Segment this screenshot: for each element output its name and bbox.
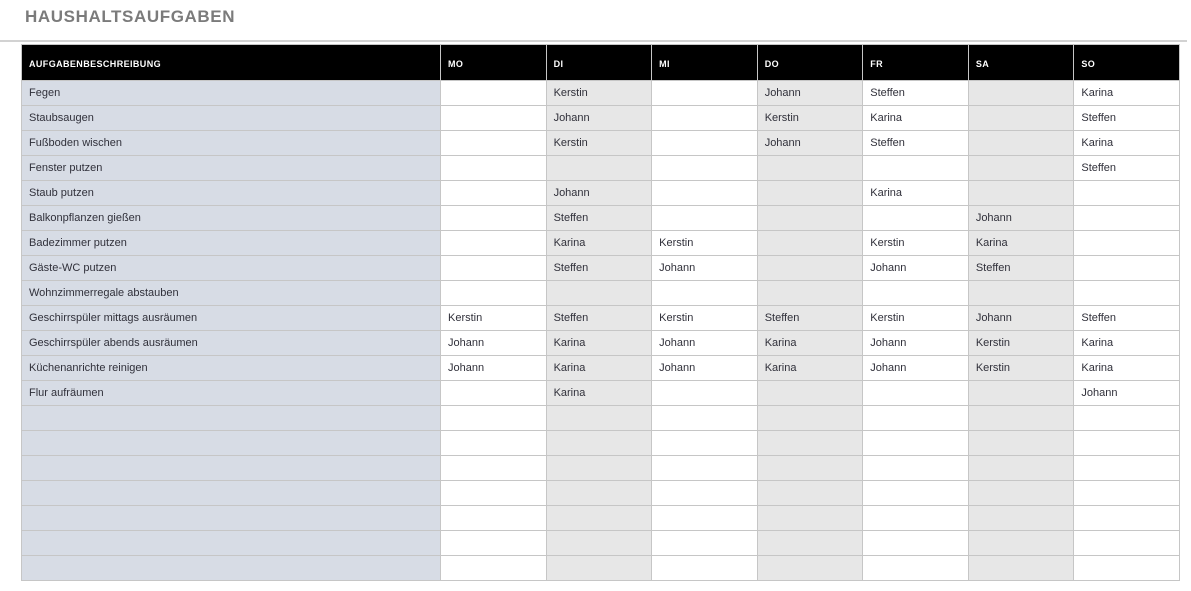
cell-mi[interactable]	[652, 131, 758, 156]
column-header-do: DO	[757, 45, 863, 81]
cell-sa[interactable]: Johann	[968, 306, 1074, 331]
cell-so[interactable]	[1074, 281, 1180, 306]
cell-so[interactable]: Steffen	[1074, 306, 1180, 331]
cell-fr[interactable]: Kerstin	[863, 231, 969, 256]
cell-mi[interactable]	[652, 81, 758, 106]
table-row	[22, 156, 1180, 181]
cell-fr[interactable]	[863, 431, 969, 456]
cell-mi[interactable]: Johann	[652, 331, 758, 356]
cell-so[interactable]	[1074, 556, 1180, 581]
cell-do[interactable]: Karina	[757, 331, 863, 356]
cell-fr[interactable]	[863, 481, 969, 506]
cell-mo[interactable]	[441, 131, 547, 156]
cell-sa[interactable]	[968, 506, 1074, 531]
cell-do[interactable]	[757, 181, 863, 206]
cell-mi[interactable]	[652, 106, 758, 131]
table-row	[22, 281, 1180, 306]
cell-sa[interactable]	[968, 481, 1074, 506]
cell-sa[interactable]	[968, 181, 1074, 206]
cell-mo[interactable]	[441, 106, 547, 131]
cell-fr[interactable]	[863, 381, 969, 406]
cell-sa[interactable]	[968, 456, 1074, 481]
cell-mi[interactable]	[652, 481, 758, 506]
cell-di[interactable]: Karina	[546, 381, 652, 406]
table-row	[22, 231, 1180, 256]
cell-fr[interactable]: Karina	[863, 106, 969, 131]
cell-do[interactable]	[757, 506, 863, 531]
cell-do[interactable]	[757, 431, 863, 456]
cell-do[interactable]: Steffen	[757, 306, 863, 331]
cell-fr[interactable]	[863, 531, 969, 556]
table-row	[22, 506, 1180, 531]
task-cell[interactable]	[22, 556, 441, 581]
task-cell[interactable]	[22, 456, 441, 481]
cell-di[interactable]: Karina	[546, 356, 652, 381]
cell-so[interactable]: Johann	[1074, 381, 1180, 406]
task-cell[interactable]: Geschirrspüler mittags ausräumen	[22, 306, 441, 331]
cell-mi[interactable]	[652, 506, 758, 531]
cell-di[interactable]	[546, 431, 652, 456]
cell-so[interactable]: Karina	[1074, 356, 1180, 381]
cell-do[interactable]	[757, 381, 863, 406]
cell-sa[interactable]	[968, 131, 1074, 156]
cell-mo[interactable]	[441, 531, 547, 556]
cell-so[interactable]	[1074, 431, 1180, 456]
cell-do[interactable]: Karina	[757, 356, 863, 381]
cell-sa[interactable]	[968, 106, 1074, 131]
cell-do[interactable]: Johann	[757, 131, 863, 156]
cell-sa[interactable]	[968, 281, 1074, 306]
cell-do[interactable]	[757, 406, 863, 431]
cell-fr[interactable]: Johann	[863, 356, 969, 381]
task-cell[interactable]	[22, 506, 441, 531]
cell-mo[interactable]	[441, 506, 547, 531]
table-row	[22, 556, 1180, 581]
table-row	[22, 356, 1180, 381]
cell-mo[interactable]: Johann	[441, 331, 547, 356]
column-header-mi: MI	[652, 45, 758, 81]
cell-mo[interactable]	[441, 406, 547, 431]
cell-mi[interactable]	[652, 206, 758, 231]
cell-mo[interactable]	[441, 431, 547, 456]
cell-do[interactable]	[757, 281, 863, 306]
table-header	[22, 45, 1180, 81]
cell-mi[interactable]	[652, 456, 758, 481]
cell-mo[interactable]: Johann	[441, 356, 547, 381]
cell-fr[interactable]	[863, 406, 969, 431]
cell-do[interactable]	[757, 231, 863, 256]
chore-table	[21, 44, 1180, 581]
cell-mi[interactable]	[652, 181, 758, 206]
cell-mo[interactable]	[441, 206, 547, 231]
cell-mo[interactable]: Kerstin	[441, 306, 547, 331]
cell-do[interactable]	[757, 256, 863, 281]
task-cell[interactable]: Badezimmer putzen	[22, 231, 441, 256]
cell-mi[interactable]: Kerstin	[652, 231, 758, 256]
cell-mi[interactable]: Kerstin	[652, 306, 758, 331]
cell-mo[interactable]	[441, 81, 547, 106]
cell-so[interactable]: Steffen	[1074, 156, 1180, 181]
table-row	[22, 331, 1180, 356]
table-row	[22, 306, 1180, 331]
column-header-sa: SA	[968, 45, 1074, 81]
cell-di[interactable]: Kerstin	[546, 81, 652, 106]
task-cell[interactable]	[22, 431, 441, 456]
cell-so[interactable]	[1074, 256, 1180, 281]
cell-so[interactable]: Karina	[1074, 81, 1180, 106]
cell-fr[interactable]: Kerstin	[863, 306, 969, 331]
cell-so[interactable]	[1074, 456, 1180, 481]
cell-mo[interactable]	[441, 381, 547, 406]
table-row	[22, 406, 1180, 431]
cell-sa[interactable]: Kerstin	[968, 356, 1074, 381]
cell-fr[interactable]: Steffen	[863, 81, 969, 106]
cell-di[interactable]	[546, 481, 652, 506]
cell-mi[interactable]	[652, 156, 758, 181]
cell-so[interactable]: Steffen	[1074, 106, 1180, 131]
table-row	[22, 456, 1180, 481]
cell-di[interactable]: Johann	[546, 181, 652, 206]
cell-mo[interactable]	[441, 481, 547, 506]
table-row	[22, 481, 1180, 506]
table-row	[22, 256, 1180, 281]
cell-mi[interactable]	[652, 406, 758, 431]
task-cell[interactable]: Balkonpflanzen gießen	[22, 206, 441, 231]
cell-fr[interactable]: Karina	[863, 181, 969, 206]
cell-mi[interactable]	[652, 381, 758, 406]
cell-so[interactable]	[1074, 481, 1180, 506]
cell-sa[interactable]: Steffen	[968, 256, 1074, 281]
cell-sa[interactable]	[968, 81, 1074, 106]
cell-do[interactable]: Kerstin	[757, 106, 863, 131]
table-row	[22, 181, 1180, 206]
cell-so[interactable]	[1074, 531, 1180, 556]
cell-di[interactable]: Steffen	[546, 306, 652, 331]
cell-fr[interactable]	[863, 156, 969, 181]
cell-fr[interactable]	[863, 206, 969, 231]
cell-mi[interactable]	[652, 431, 758, 456]
table-row	[22, 381, 1180, 406]
task-cell[interactable]: Fenster putzen	[22, 156, 441, 181]
cell-di[interactable]	[546, 456, 652, 481]
cell-sa[interactable]	[968, 156, 1074, 181]
task-cell[interactable]: Staub putzen	[22, 181, 441, 206]
cell-mo[interactable]	[441, 231, 547, 256]
cell-so[interactable]	[1074, 506, 1180, 531]
cell-fr[interactable]	[863, 556, 969, 581]
task-cell[interactable]	[22, 406, 441, 431]
table-row	[22, 431, 1180, 456]
cell-mi[interactable]: Johann	[652, 256, 758, 281]
column-header-so: SO	[1074, 45, 1180, 81]
cell-so[interactable]	[1074, 206, 1180, 231]
cell-do[interactable]: Johann	[757, 81, 863, 106]
cell-di[interactable]	[546, 506, 652, 531]
table-row	[22, 531, 1180, 556]
task-cell[interactable]: Staubsaugen	[22, 106, 441, 131]
cell-mo[interactable]	[441, 556, 547, 581]
cell-mo[interactable]	[441, 256, 547, 281]
task-cell[interactable]: Wohnzimmerregale abstauben	[22, 281, 441, 306]
cell-mi[interactable]	[652, 281, 758, 306]
task-cell[interactable]: Flur aufräumen	[22, 381, 441, 406]
cell-di[interactable]	[546, 531, 652, 556]
cell-mi[interactable]	[652, 531, 758, 556]
cell-di[interactable]: Kerstin	[546, 131, 652, 156]
cell-di[interactable]	[546, 156, 652, 181]
cell-do[interactable]	[757, 456, 863, 481]
title-divider	[0, 40, 1187, 42]
cell-mi[interactable]	[652, 556, 758, 581]
cell-di[interactable]	[546, 406, 652, 431]
cell-sa[interactable]	[968, 381, 1074, 406]
task-cell[interactable]: Fußboden wischen	[22, 131, 441, 156]
table-row	[22, 106, 1180, 131]
task-cell[interactable]	[22, 531, 441, 556]
cell-fr[interactable]: Johann	[863, 256, 969, 281]
cell-so[interactable]: Karina	[1074, 131, 1180, 156]
column-header-di: DI	[546, 45, 652, 81]
column-header-fr: FR	[863, 45, 969, 81]
cell-do[interactable]	[757, 481, 863, 506]
cell-mo[interactable]	[441, 156, 547, 181]
task-cell[interactable]: Gäste-WC putzen	[22, 256, 441, 281]
cell-di[interactable]: Karina	[546, 231, 652, 256]
page-title: HAUSHALTSAUFGABEN	[25, 7, 236, 26]
table-body	[22, 81, 1180, 581]
cell-so[interactable]: Karina	[1074, 331, 1180, 356]
cell-do[interactable]	[757, 556, 863, 581]
cell-fr[interactable]	[863, 506, 969, 531]
cell-so[interactable]	[1074, 406, 1180, 431]
cell-di[interactable]	[546, 556, 652, 581]
cell-mo[interactable]	[441, 181, 547, 206]
cell-do[interactable]	[757, 206, 863, 231]
cell-di[interactable]: Steffen	[546, 206, 652, 231]
cell-di[interactable]	[546, 281, 652, 306]
table-row	[22, 81, 1180, 106]
column-header-mo: MO	[441, 45, 547, 81]
cell-di[interactable]: Steffen	[546, 256, 652, 281]
cell-sa[interactable]: Johann	[968, 206, 1074, 231]
column-header-task: AUFGABENBESCHREIBUNG	[22, 45, 441, 81]
cell-mo[interactable]	[441, 456, 547, 481]
task-cell[interactable]	[22, 481, 441, 506]
cell-so[interactable]	[1074, 181, 1180, 206]
cell-fr[interactable]	[863, 281, 969, 306]
table-row	[22, 206, 1180, 231]
cell-mo[interactable]	[441, 281, 547, 306]
cell-mi[interactable]: Johann	[652, 356, 758, 381]
task-cell[interactable]: Küchenanrichte reinigen	[22, 356, 441, 381]
cell-di[interactable]: Karina	[546, 331, 652, 356]
cell-sa[interactable]	[968, 531, 1074, 556]
cell-sa[interactable]	[968, 431, 1074, 456]
header-row	[22, 45, 1180, 81]
task-cell[interactable]: Fegen	[22, 81, 441, 106]
cell-do[interactable]	[757, 156, 863, 181]
cell-sa[interactable]	[968, 406, 1074, 431]
cell-sa[interactable]	[968, 556, 1074, 581]
cell-do[interactable]	[757, 531, 863, 556]
cell-so[interactable]	[1074, 231, 1180, 256]
table-row	[22, 131, 1180, 156]
task-cell[interactable]: Geschirrspüler abends ausräumen	[22, 331, 441, 356]
cell-di[interactable]: Johann	[546, 106, 652, 131]
cell-fr[interactable]: Johann	[863, 331, 969, 356]
cell-fr[interactable]: Steffen	[863, 131, 969, 156]
cell-fr[interactable]	[863, 456, 969, 481]
cell-sa[interactable]: Kerstin	[968, 331, 1074, 356]
cell-sa[interactable]: Karina	[968, 231, 1074, 256]
